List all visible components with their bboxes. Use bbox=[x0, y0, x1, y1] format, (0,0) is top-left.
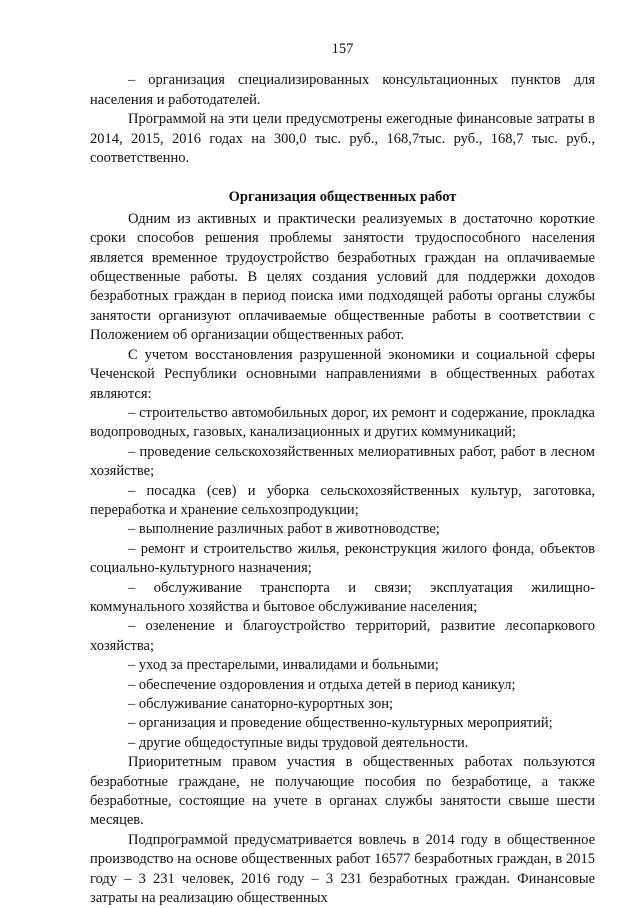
section-heading: Организация общественных работ bbox=[228, 189, 457, 206]
consult-points-item: – организация специализированных консультационных пунктов для населения и работодателей. bbox=[90, 72, 595, 108]
list-item: – организация и проведение общественно-культурных мероприятий; bbox=[128, 715, 553, 732]
list-item: – ремонт и строительство жилья, реконструкция жилого фонда, объектов социально-культурного назначения; bbox=[90, 540, 595, 577]
list-item: – проведение сельскохозяйственных мелиоративных работ, работ в лесном хозяйстве; bbox=[90, 443, 595, 480]
list-item: – уход за престарелыми, инвалидами и больными; bbox=[128, 657, 439, 674]
list-item: – обслуживание транспорта и связи; эксплуатация жилищно-коммунального хозяйства и бытовое обслуживание населения; bbox=[90, 579, 595, 615]
list-item: – другие общедоступные виды трудовой деятельности. bbox=[128, 734, 469, 751]
list-item: – посадка (сев) и уборка сельскохозяйственных культур, заготовка, переработка и хранение сельхозпродукции; bbox=[90, 482, 595, 518]
subprogram-paragraph: Подпрограммой предусматривается вовлечь в 2014 году в общественное производство на основе общественных работ 16577 безработных граждан, в 2015 году – 3 231 человек, 2016 году – 3 231 безработных граждан. Финансовые затраты на реализацию общественных bbox=[90, 831, 595, 907]
body-paragraph: Одним из активных и практически реализуемых в достаточно короткие сроки способов решения проблемы занятости трудоспособного населения является временное трудоустройство безработных граждан на оплачиваемые общественные работы. В целях создания условий для поддержки доходов безработных граждан в период поиска ими подходящей работы органы службы занятости организуют оплачиваемые общественные работы в соответствии с Положением об организации общественных работ. bbox=[90, 210, 595, 344]
list-item: – строительство автомобильных дорог, их ремонт и содержание, прокладка водопроводных, газовых, канализационных и других коммуникаций; bbox=[90, 404, 595, 441]
list-item: – обеспечение оздоровления и отдыха детей в период каникул; bbox=[128, 676, 516, 693]
list-item: – озеленение и благоустройство территорий, развитие лесопаркового хозяйства; bbox=[90, 618, 595, 654]
financing-paragraph: Программой на эти цели предусмотрены ежегодные финансовые затраты в 2014, 2015, 2016 годах на 300,0 тыс. руб., 168,7тыс. руб., 168,7 тыс. руб., соответственно. bbox=[90, 111, 595, 167]
priority-paragraph: Приоритетным правом участия в общественных работах пользуются безработные граждане, не получающие пособия по безработице, а также безработные, состоящие на учете в органах службы занятости свыше шести месяцев. bbox=[90, 754, 595, 829]
list-item: – выполнение различных работ в животноводстве; bbox=[128, 521, 440, 538]
list-item: – обслуживание санаторно-курортных зон; bbox=[128, 696, 394, 712]
body-paragraph: С учетом восстановления разрушенной экономики и социальной сферы Чеченской Республики основными направлениями в общественных работах являются: bbox=[90, 346, 595, 402]
page-number: 157 bbox=[331, 41, 354, 57]
